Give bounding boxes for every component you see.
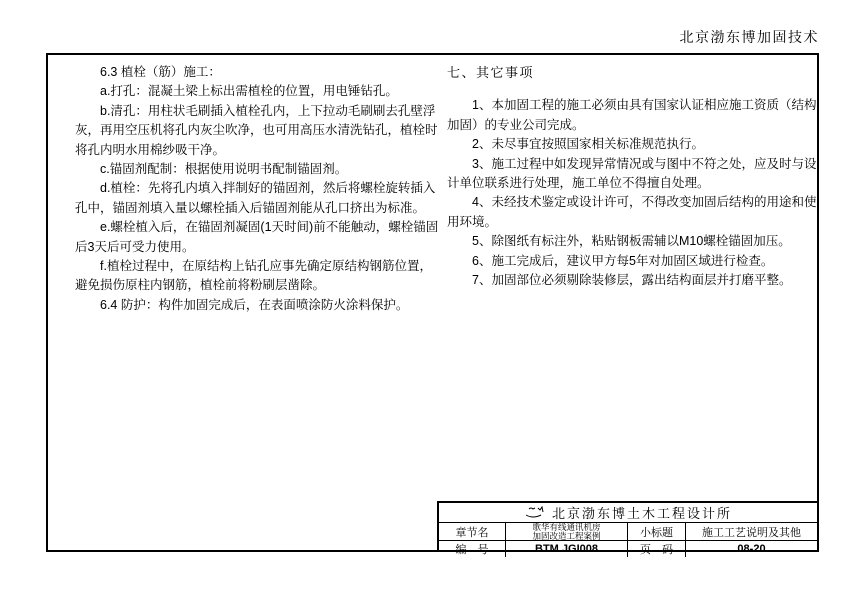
text-line: 灰，再用空压机将孔内灰尘吹净，也可用高压水清洗钻孔，植栓时 <box>75 123 438 138</box>
company-name: 北京渤东博土木工程设计所 <box>551 506 732 521</box>
left-column-lines <box>75 63 439 315</box>
subtitle-label: 小标题 <box>628 523 686 540</box>
chapter-row <box>439 523 817 541</box>
text-line: 5、除图纸有标注外，粘贴钢板需辅以M10螺栓锚固加压。 <box>472 234 791 249</box>
text-line: 将孔内明水用棉纱吸干净。 <box>75 142 226 157</box>
text-line: 避免损伤原柱内钢筋，植栓前将粉刷层凿除。 <box>75 278 326 293</box>
text-line: c.锚固剂配制：根据使用说明书配制锚固剂。 <box>100 162 348 177</box>
text-line: 7、加固部位必须剔除装修层，露出结构面层并打磨平整。 <box>472 273 792 288</box>
text-line: 3、施工过程中如发现异常情况或与图中不符之处，应及时与设 <box>472 156 817 171</box>
chapter-name-label: 章节名 <box>439 523 506 540</box>
subtitle-value: 施工工艺说明及其他 <box>702 526 801 539</box>
text-line: b.清孔：用柱状毛刷插入植栓孔内，上下拉动毛刷刷去孔壁浮 <box>100 103 436 118</box>
project-name-line1: 歌华有线通讯机房 <box>532 523 601 532</box>
text-line: 加固）的专业公司完成。 <box>447 117 585 132</box>
page-header-text: 北京渤东博加固技术 <box>679 31 819 46</box>
number-row <box>439 541 817 557</box>
text-line: 孔中，锚固剂填入量以螺栓插入后锚固剂能从孔口挤出为标准。 <box>75 200 426 215</box>
section-heading: 七、其它事项 <box>447 65 535 80</box>
number-label: 编 号 <box>439 541 506 557</box>
text-line: a.打孔：混凝土梁上标出需植栓的位置，用电锤钻孔。 <box>100 84 398 99</box>
text-line: 6.4 防护：构件加固完成后，在表面喷涂防火涂料保护。 <box>100 297 409 312</box>
project-name-line2: 加固改造工程案例 <box>532 530 601 540</box>
page-value: 08-20 <box>737 543 766 555</box>
chapter-name-value <box>506 523 628 540</box>
text-line: 后3天后可受力使用。 <box>75 239 195 254</box>
text-line: 2、未尽事宜按照国家相关标准规范执行。 <box>472 137 704 152</box>
text-line: 1、本加固工程的施工必须由具有国家认证相应施工资质（结构 <box>472 98 817 113</box>
text-line: 4、未经技术鉴定或设计许可，不得改变加固后结构的用途和使 <box>472 195 817 210</box>
signature-mark-icon <box>524 506 546 519</box>
right-column-lines <box>447 96 817 290</box>
title-block-table <box>437 501 819 556</box>
text-line: f.植栓过程中，在原结构上钻孔应事先确定原结构钢筋位置， <box>100 259 432 274</box>
text-line: e.螺栓植入后，在锚固剂凝固(1天时间)前不能触动，螺栓锚固 <box>100 220 439 235</box>
text-line: d.植栓：先将孔内填入拌制好的锚固剂，然后将螺栓旋转插入 <box>100 181 436 196</box>
section-construction-text <box>75 63 439 315</box>
number-value: BTM JGI008 <box>506 541 628 557</box>
section-other-matters <box>447 63 817 290</box>
text-line: 计单位联系进行处理，施工单位不得擅自处理。 <box>447 176 710 191</box>
company-name-row <box>439 503 817 523</box>
page-label: 页 码 <box>628 541 686 557</box>
text-line: 6.3 植栓（筋）施工： <box>100 65 221 79</box>
text-line: 用环境。 <box>447 214 498 229</box>
text-line: 6、施工完成后，建议甲方每5年对加固区域进行检查。 <box>472 253 774 268</box>
